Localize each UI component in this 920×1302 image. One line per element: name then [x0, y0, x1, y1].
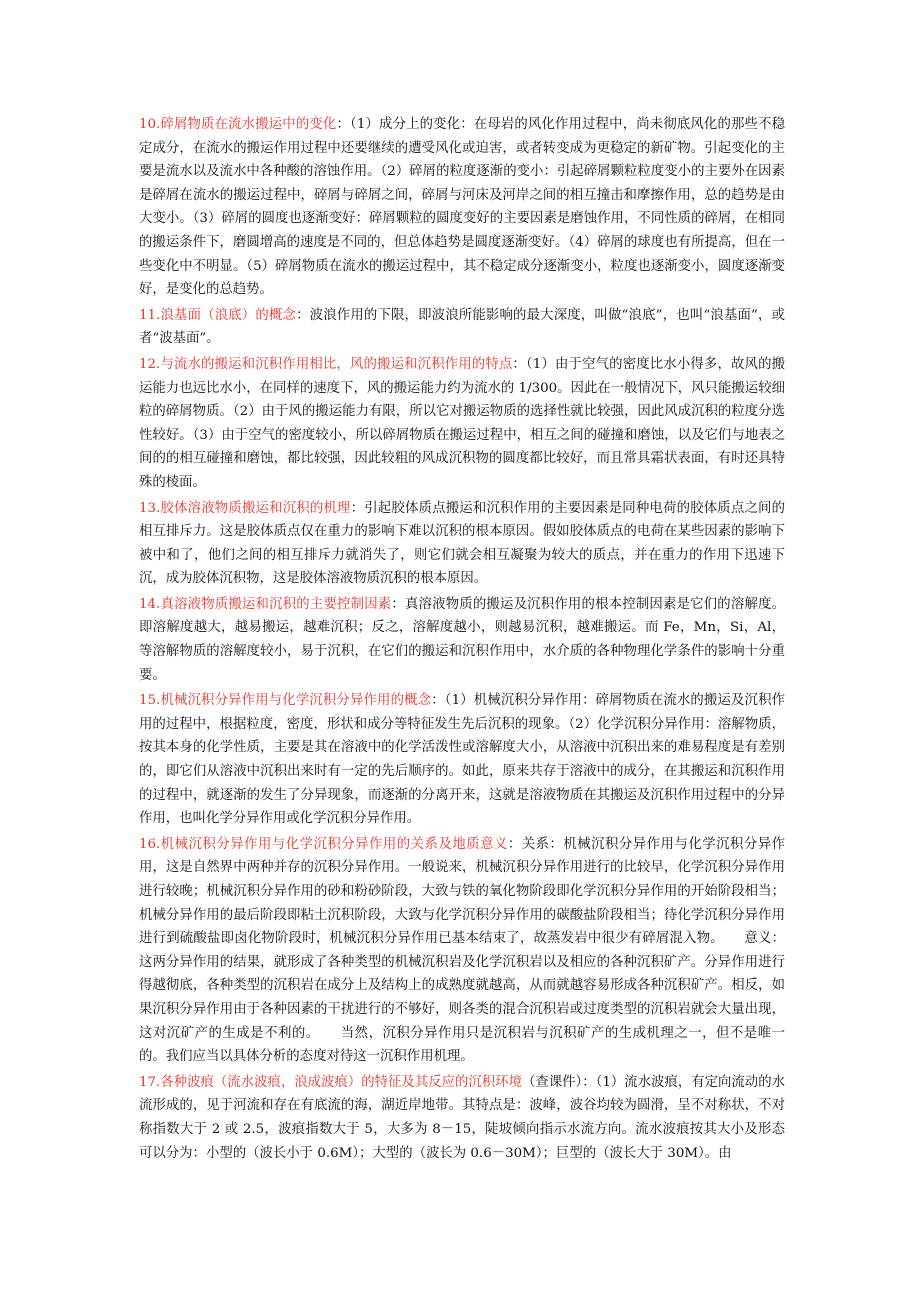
heading-separator: ： [512, 356, 526, 372]
section-body: 真溶液物质的搬运及沉积作用的根本控制因素是它们的溶解度。即溶解度越大，越易搬运，越难沉积；反之，溶解度越小，则越易沉积，越难搬运。而 Fe，Mn，Si，Al，等溶解物质的溶解度较小，易于沉积，在它们的搬运和沉积作用中，水介质的各种物理化学条件的影响十分重要。 [139, 596, 786, 683]
heading-separator: ： [350, 500, 365, 516]
section-11 [139, 304, 785, 351]
section-heading: 10.碎屑物质在流水搬运中的变化 [139, 117, 337, 132]
section-heading: 11.浪基面（浪底）的概念 [139, 307, 297, 323]
section-heading: 14.真溶液物质搬运和沉积的主要控制因素 [139, 596, 392, 612]
section-body: 波浪作用的下限，即波浪所能影响的最大深度，叫做“浪底”，也叫“浪基面”，或者“波基面”。 [139, 307, 786, 347]
section-17 [139, 1071, 785, 1165]
heading-separator: ： [296, 307, 310, 323]
section-body: （1）机械沉积分异作用：碎屑物质在流水的搬运及沉积作用的过程中，根据粒度，密度，形状和成分等特征发生先后沉积的现象。（2）化学沉积分异作用：溶解物质，按其本身的化学性质，主要是其在溶液中的化学活泼性或溶解度大小，从溶液中沉积出来的难易程度是有差别的，即它们从溶液中沉积出来时有一定的先后顺序的。如此，原来共存于溶液中的成分，在其搬运和沉积作用的过程中，就逐渐的发生了分异现象，而逐渐的分离开来，这就是溶液物质在其搬运及沉积作用过程中的分异作用，也叫化学分异作用或化学沉积分异作用。 [139, 693, 786, 827]
section-12 [139, 353, 785, 495]
section-body: 引起胶体质点搬运和沉积作用的主要因素是同种电荷的胶体质点之间的相互排斥力。这是胶体质点仅在重力的影响下难以沉积的根本原因。假如胶体质点的电荷在某些因素的影响下被中和了，他们之间的相互排斥力就消失了，则它们就会相互凝聚为较大的质点，并在重力的作用下迅速下沉，成为胶体沉积物，这是胶体溶液物质沉积的根本原因。 [139, 500, 786, 587]
section-body: （查课件）：（1）流水波痕，有定向流动的水流形成的，见于河流和存在有底流的海，湖近岸地带。其特点是：波峰，波谷均较为圆滑，呈不对称状，不对称指数大于 2 或 2.5，波痕指数大于 5，大多为 8－15，陡坡倾向指示水流方向。流水波痕按其大小及形态可以分为：小型的（波长小于 0.6M）；大型的（波长为 0.6－30M）；巨型的（波长大于 30M）。由 [139, 1074, 785, 1161]
heading-separator: ： [391, 596, 405, 612]
section-16 [139, 833, 785, 1069]
document-page [139, 113, 785, 1167]
section-13 [139, 497, 785, 591]
section-heading: 17.各种波痕（流水波痕，浪成波痕）的特征及其反应的沉积环境 [139, 1074, 522, 1090]
section-14 [139, 593, 785, 687]
section-heading: 12.与流水的搬运和沉积作用相比，风的搬运和沉积作用的特点 [139, 356, 513, 372]
section-body: （1）由于空气的密度比水小得多，故风的搬运能力也远比水小，在同样的速度下，风的搬运能力约为流水的 1/300。因此在一般情况下，风只能搬运较细粒的碎屑物质。（2）由于风的搬运能力有限，所以它对搬运物质的选择性就比较强，因此风成沉积的粒度分选性较好。（3）由于空气的密度较小，所以碎屑物质在搬运过程中，相互之间的碰撞和磨蚀，以及它们与地表之间的的相互碰撞和磨蚀，都比较强，因此较粗的风成沉积物的圆度都比较好，而且常具霜状表面，有时还具特殊的棱面。 [139, 356, 786, 490]
section-body: （1）成分上的变化：在母岩的风化作用过程中，尚未彻底风化的那些不稳定成分，在流水的搬运作用过程中还要继续的遭受风化或迫害，或者转变成为更稳定的新矿物。引起变化的主要是流水以及流水中各种酸的溶蚀作用。（2）碎屑的粒度逐渐的变小：引起碎屑颗粒粒度变小的主要外在因素是碎屑在流水的搬运过程中，碎屑与碎屑之间，碎屑与河床及河岸之间的相互撞击和摩擦作用，总的趋势是由大变小。（3）碎屑的圆度也逐渐变好：碎屑颗粒的圆度变好的主要因素是磨蚀作用，不同性质的碎屑，在相同的搬运条件下，磨圆增高的速度是不同的，但总体趋势是圆度逐渐变好。（4）碎屑的球度也有所提高，但在一些变化中不明显。（5）碎屑物质在流水的搬运过程中，其不稳定成分逐渐变小，粒度也逐渐变小，圆度逐渐变好，是变化的总趋势。 [139, 117, 786, 298]
section-heading: 15.机械沉积分异作用与化学沉积分异作用的概念 [139, 693, 432, 709]
section-body: 关系：机械沉积分异作用与化学沉积分异作用，这是自然界中两种并存的沉积分异作用。一般说来，机械沉积分异作用进行的比较早，化学沉积分异作用进行较晚；机械沉积分异作用的砂和粉砂阶段，大致与铁的氧化物阶段即化学沉积分异作用的开始阶段相当；机械分异作用的最后阶段即粘土沉积阶段，大致与化学沉积分异作用的碳酸盐阶段相当；待化学沉积分异作用进行到硫酸盐即卤化物阶段时，机械沉积分异作用已基本结束了，故蒸发岩中很少有碎屑混入物。 意义：这两分异作用的结果，就形成了各种类型的机械沉积岩及化学沉积岩以及相应的各种沉积矿产。分异作用进行得越彻底，各种类型的沉积岩在成分上及结构上的成熟度就越高，从而就越容易形成各种沉积矿产。相反，如果沉积分异作用由于各种因素的干扰进行的不够好，则各类的混合沉积岩或过度类型的沉积岩就会大量出现，这对沉矿产的生成是不利的。 当然，沉积分异作用只是沉积岩与沉积矿产的生成机理之一，但不是唯一的。我们应当以具体分析的态度对待这一沉积作用机理。 [139, 836, 786, 1065]
section-10 [139, 113, 785, 302]
section-heading: 16.机械沉积分异作用与化学沉积分异作用的关系及地质意义 [139, 836, 508, 852]
heading-separator: ： [336, 117, 350, 132]
heading-separator: ： [431, 693, 445, 709]
section-heading: 13.胶体溶液物质搬运和沉积的机理 [139, 500, 351, 516]
heading-separator: ： [507, 836, 522, 852]
section-15 [139, 689, 785, 831]
